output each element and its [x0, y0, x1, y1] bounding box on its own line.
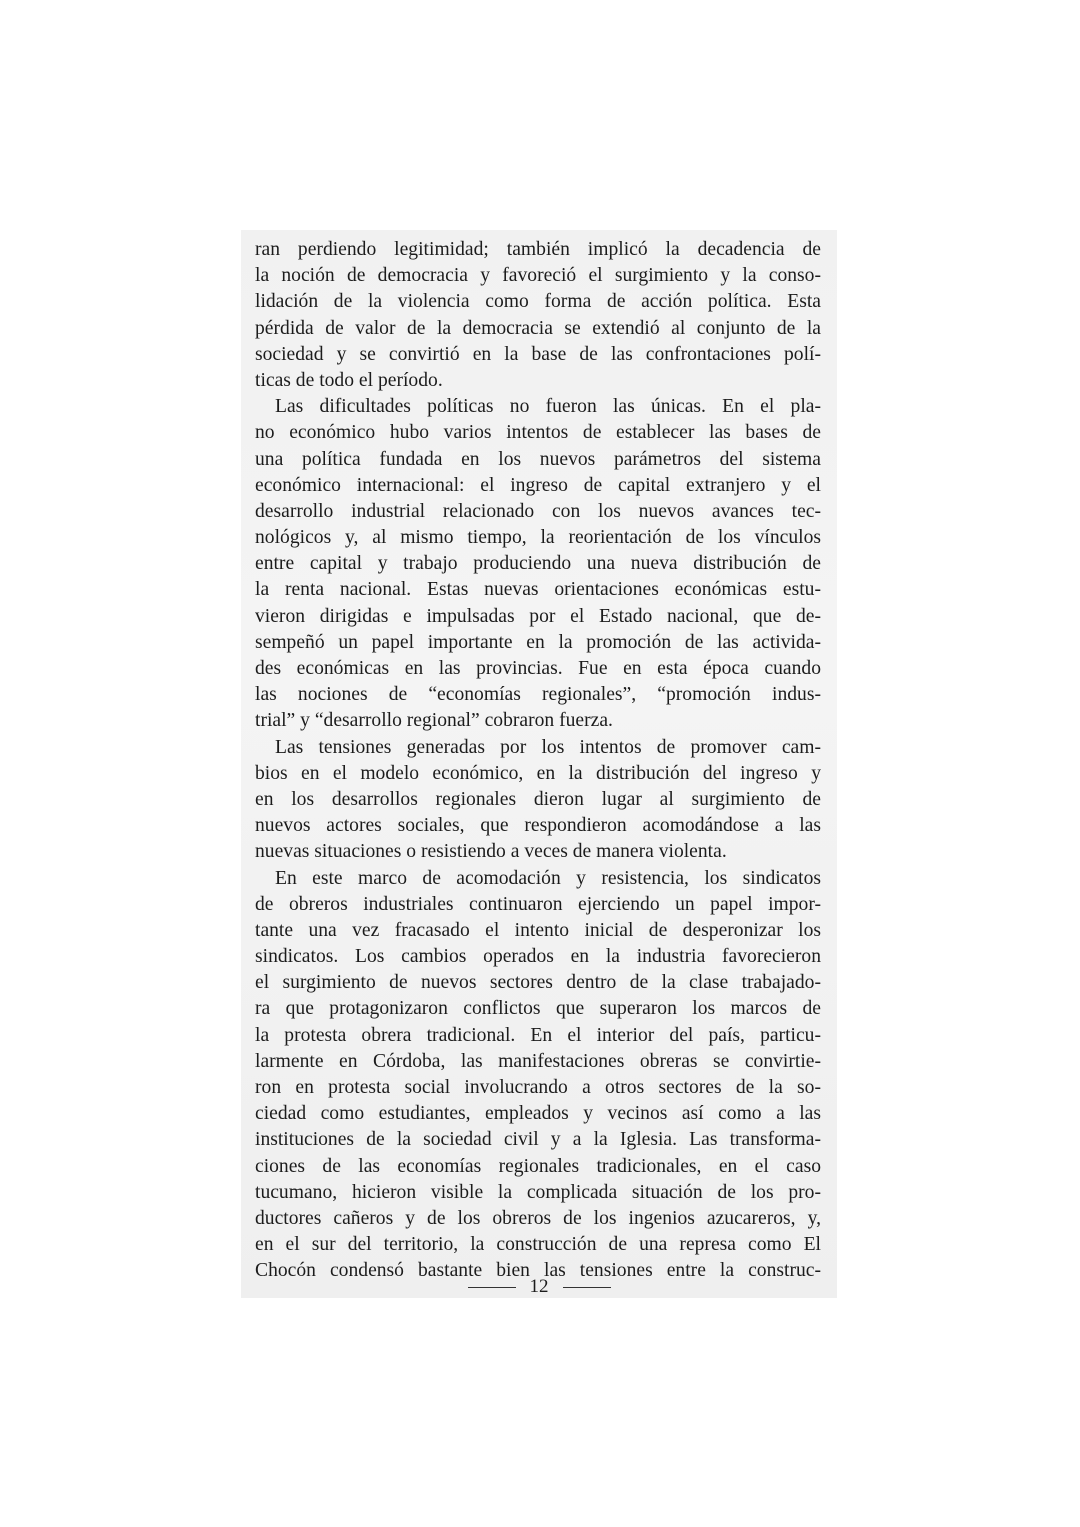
- text-line: ciedad como estudiantes, empleados y vecinos así como a las: [255, 1103, 821, 1125]
- text-line: larmente en Córdoba, las manifestaciones obreras se convirtie-: [255, 1050, 821, 1072]
- text-line: sempeñó un papel importante en la promoción de las activida-: [255, 631, 821, 653]
- text-line: des económicas en las provincias. Fue en esta época cuando: [255, 658, 821, 679]
- text-line: el surgimiento de nuevos sectores dentro de la clase trabajado-: [255, 972, 821, 994]
- text-line: ran perdiendo legitimidad; también implicó la decadencia de: [255, 239, 821, 260]
- text-line: sociedad y se convirtió en la base de las confrontaciones polí-: [255, 343, 821, 365]
- text-line: ductores cañeros y de los obreros de los ingenios azucareros, y,: [255, 1207, 821, 1229]
- text-line: sindicatos. Los cambios operados en la industria favorecieron: [255, 946, 821, 968]
- text-line: instituciones de la sociedad civil y a la Iglesia. Las transforma-: [255, 1129, 821, 1151]
- text-line: en los desarrollos regionales dieron lugar al surgimiento de: [255, 788, 821, 810]
- page-number: 12: [529, 1276, 549, 1297]
- text-line: ticas de todo el período.: [255, 369, 443, 391]
- text-line: entre capital y trabajo produciendo una nueva distribución de: [255, 553, 821, 575]
- footer-rule-left: [468, 1287, 516, 1288]
- text-line: ra que protagonizaron conflictos que superaron los marcos de: [255, 998, 821, 1020]
- scanned-page: [241, 230, 837, 1298]
- text-line: económico internacional: el ingreso de capital extranjero y el: [255, 474, 821, 496]
- text-line: en el sur del territorio, la construcción de una represa como El: [255, 1234, 821, 1256]
- text-line: Las tensiones generadas por los intentos de promover cam-: [275, 736, 821, 758]
- text-line: las nociones de “economías regionales”, “promoción indus-: [255, 684, 821, 706]
- text-line: lidación de la violencia como forma de acción política. Esta: [255, 291, 821, 313]
- text-line: nológicos y, al mismo tiempo, la reorientación de los vínculos: [255, 527, 821, 549]
- text-line: En este marco de acomodación y resistencia, los sindicatos: [275, 867, 821, 889]
- text-line: trial” y “desarrollo regional” cobraron fuerza.: [255, 710, 613, 732]
- text-line: nuevas situaciones o resistiendo a veces de manera violenta.: [255, 841, 727, 863]
- text-line: tucumano, hicieron visible la complicada situación de los pro-: [255, 1181, 821, 1203]
- text-line: vieron dirigidas e impulsadas por el Estado nacional, que de-: [255, 605, 821, 627]
- text-line: desarrollo industrial relacionado con los nuevos avances tec-: [255, 500, 821, 522]
- text-line: Chocón condensó bastante bien las tensiones entre la construc-: [255, 1260, 821, 1282]
- text-line: la protesta obrera tradicional. En el interior del país, particu-: [255, 1024, 821, 1046]
- text-line: la noción de democracia y favoreció el surgimiento y la conso-: [255, 265, 821, 287]
- text-line: Las dificultades políticas no fueron las únicas. En el pla-: [275, 396, 821, 418]
- text-line: nuevos actores sociales, que respondieron acomodándose a las: [255, 815, 821, 837]
- text-line: ciones de las economías regionales tradicionales, en el caso: [255, 1155, 821, 1177]
- footer-rule-right: [563, 1287, 611, 1288]
- text-line: de obreros industriales continuaron ejerciendo un papel impor-: [255, 893, 821, 915]
- text-line: una política fundada en los nuevos parámetros del sistema: [255, 448, 821, 470]
- body-text: [255, 237, 821, 1285]
- text-line: no económico hubo varios intentos de establecer las bases de: [255, 422, 821, 444]
- text-line: bios en el modelo económico, en la distribución del ingreso y: [255, 762, 821, 784]
- text-line: tante una vez fracasado el intento inicial de desperonizar los: [255, 919, 821, 941]
- text-line: ron en protesta social involucrando a otros sectores de la so-: [255, 1077, 821, 1098]
- text-line: la renta nacional. Estas nuevas orientaciones económicas estu-: [255, 579, 821, 601]
- page-footer: [241, 1276, 837, 1298]
- text-line: pérdida de valor de la democracia se extendió al conjunto de la: [255, 317, 821, 339]
